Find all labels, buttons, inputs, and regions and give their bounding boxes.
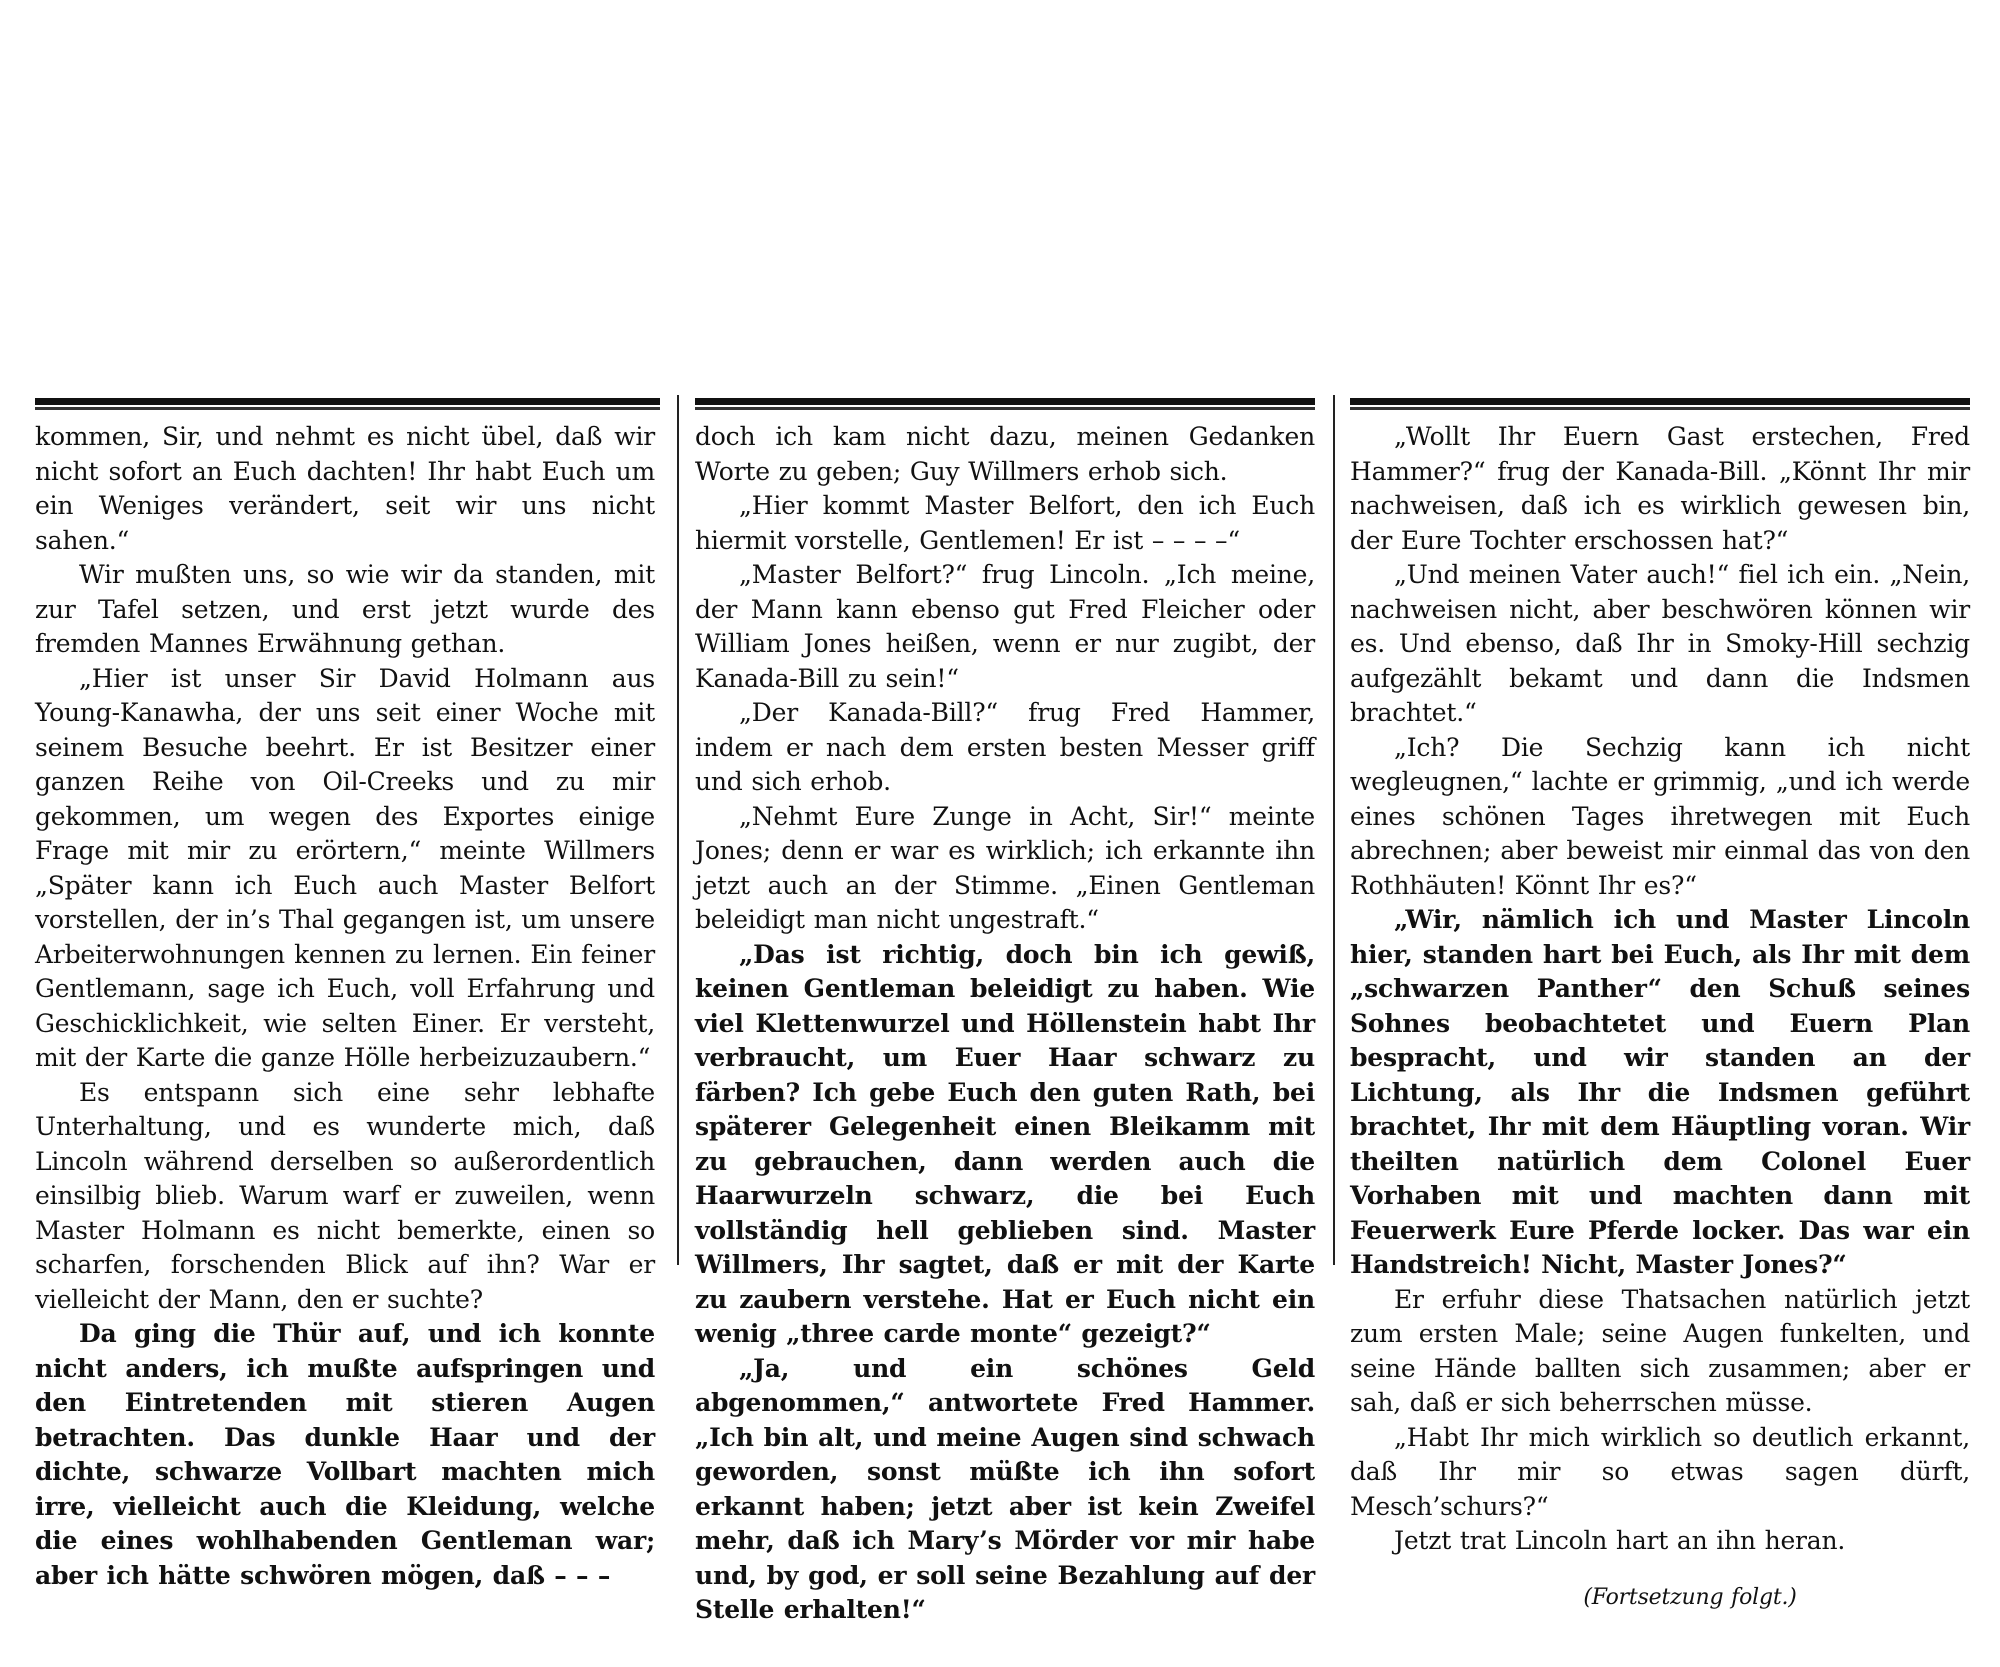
paragraph: „Wollt Ihr Euern Gast erstechen, Fred Hammer?“ frug der Kanada-Bill. „Könnt Ihr mir nachweisen, daß ich es wirklich gewesen bin, der Eure Tochter erschossen hat?“ xyxy=(1350,422,1970,555)
paragraph: Es entspann sich eine sehr lebhafte Unterhaltung, und es wunderte mich, daß Lincoln während derselben so außerordentlich einsilbig blieb. Warum warf er zuweilen, wenn Master Holmann es nicht bemerkte, einen so scharfen, forschenden Blick auf ihn? War er vielleicht der Mann, den er suchte? xyxy=(35,1077,655,1314)
paragraph: „Und meinen Vater auch!“ fiel ich ein. „Nein, nachweisen nicht, aber beschwören können wir es. Und ebenso, daß Ihr in Smoky-Hill sechzig aufgezählt bekamt und dann die Indsmen brachtet.“ xyxy=(1350,560,1970,727)
text-column-left xyxy=(35,420,655,1593)
paragraph: „Nehmt Eure Zunge in Acht, Sir!“ meinte Jones; denn er war es wirklich; ich erkannte ihn jetzt auch an der Stimme. „Einen Gentleman beleidigt man nicht ungestraft.“ xyxy=(695,801,1315,934)
paragraph: Da ging die Thür auf, und ich konnte nicht anders, ich mußte aufspringen und den Eintretenden mit stieren Augen betrachten. Das dunkle Haar und der dichte, schwarze Vollbart machten mich irre, vielleicht auch die Kleidung, welche die eines wohlhabenden Gentleman war; aber ich hätte schwören mögen, daß – – – xyxy=(35,1319,655,1590)
continued-notice: (Fortsetzung folgt.) xyxy=(1583,1584,1797,1610)
column-divider-left xyxy=(677,395,679,1265)
column-header-rule-left xyxy=(35,398,660,405)
paragraph: „Wir, nämlich ich und Master Lincoln hier, standen hart bei Euch, als Ihr mit dem „schwarzen Panther“ den Schuß seines Sohnes beobachtetet und Euern Plan bespracht, und wir standen an der Lichtung, als Ihr die Indsmen geführt brachtet, Ihr mit dem Häuptling voran. Wir theilten natürlich dem Colonel Euer Vorhaben mit und machten dann mit Feuerwerk Eure Pferde locker. Das war ein Handstreich! Nicht, Master Jones?“ xyxy=(1350,905,1970,1279)
paragraph: Jetzt trat Lincoln hart an ihn heran. xyxy=(1394,1526,1846,1555)
paragraph: „Der Kanada-Bill?“ frug Fred Hammer, indem er nach dem ersten besten Messer griff und sich erhob. xyxy=(695,698,1315,796)
paragraph: „Ich? Die Sechzig kann ich nicht wegleugnen,“ lachte er grimmig, „und ich werde eines schönen Tages ihretwegen mit Euch abrechnen; aber beweist mir einmal das von den Rothhäuten! Könnt Ihr es?“ xyxy=(1350,732,1970,900)
paragraph: „Master Belfort?“ frug Lincoln. „Ich meine, der Mann kann ebenso gut Fred Fleicher oder William Jones heißen, wenn er nur zugibt, der Kanada-Bill zu sein!“ xyxy=(695,560,1315,693)
paragraph: Er erfuhr diese Thatsachen natürlich jetzt zum ersten Male; seine Augen funkelten, und seine Hände ballten sich zusammen; aber er sah, daß er sich beherrschen müsse. xyxy=(1350,1284,1970,1417)
column-header-rule-middle xyxy=(695,398,1315,405)
paragraph: „Ja, und ein schönes Geld abgenommen,“ antwortete Fred Hammer. „Ich bin alt, und meine Augen sind schwach geworden, sonst müßte ich ihn sofort erkannt haben; jetzt aber ist kein Zweifel mehr, daß ich Mary’s Mörder vor mir habe und, by god, er soll seine Bezahlung auf der Stelle erhalten!“ xyxy=(695,1353,1315,1624)
text-column-right xyxy=(1350,420,1970,1615)
column-header-rule-right xyxy=(1350,398,1970,405)
paragraph: „Hier ist unser Sir David Holmann aus Young-Kanawha, der uns seit einer Woche mit seinem Besuche beehrt. Er ist Besitzer einer ganzen Reihe von Oil-Creeks und zu mir gekommen, um wegen des Exportes einige Frage mit mir zu erörtern,“ meinte Willmers „Später kann ich Euch auch Master Belfort vorstellen, der in’s Thal gegangen ist, um unsere Arbeiterwohnungen kennen zu lernen. Ein feiner Gentlemann, sage ich Euch, voll Erfahrung und Geschicklichkeit, wie selten Einer. Er versteht, mit der Karte die ganze Hölle herbeizuzaubern.“ xyxy=(35,663,655,1072)
paragraph: kommen, Sir, und nehmt es nicht übel, daß wir nicht sofort an Euch dachten! Ihr habt Euch um ein Weniges verändert, seit wir uns nicht sahen.“ xyxy=(35,422,655,555)
paragraph: Wir mußten uns, so wie wir da standen, mit zur Tafel setzen, und erst jetzt wurde des fremden Mannes Erwähnung gethan. xyxy=(35,560,655,658)
paragraph: „Hier kommt Master Belfort, den ich Euch hiermit vorstelle, Gentlemen! Er ist – – – –“ xyxy=(695,491,1315,555)
paragraph: „Habt Ihr mich wirklich so deutlich erkannt, daß Ihr mir so etwas sagen dürft, Mesch’schurs?“ xyxy=(1350,1422,1970,1521)
column-divider-right xyxy=(1333,395,1335,1265)
paragraph: „Das ist richtig, doch bin ich gewiß, keinen Gentleman beleidigt zu haben. Wie viel Klettenwurzel und Höllenstein habt Ihr verbraucht, um Euer Haar schwarz zu färben? Ich gebe Euch den guten Rath, bei späterer Gelegenheit einen Bleikamm mit zu gebrauchen, dann werden auch die Haarwurzeln schwarz, die bei Euch vollständig hell geblieben sind. Master Willmers, Ihr sagtet, daß er mit der Karte zu zaubern verstehe. Hat er Euch nicht ein wenig „three carde monte“ gezeigt?“ xyxy=(695,939,1315,1348)
paragraph: doch ich kam nicht dazu, meinen Gedanken Worte zu geben; Guy Willmers erhob sich. xyxy=(695,422,1315,486)
text-column-middle xyxy=(695,420,1315,1628)
